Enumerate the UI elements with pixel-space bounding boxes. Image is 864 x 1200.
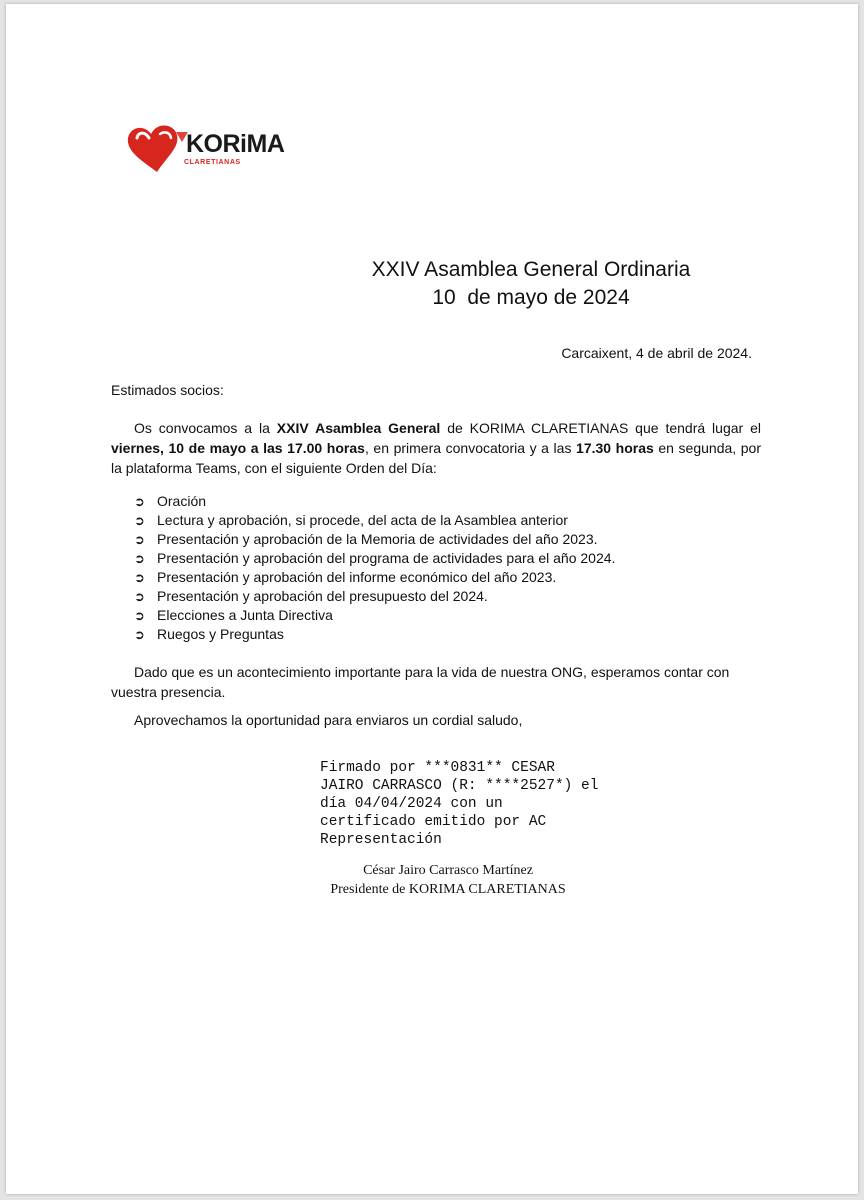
para1-text-2: de KORIMA CLARETIANAS que tendrá lugar el xyxy=(440,420,761,436)
arrow-bullet-icon: ➲ xyxy=(134,494,145,509)
para3-text: Aprovechamos la oportunidad para enviaros un cordial saludo, xyxy=(134,712,523,728)
agenda-item-text: Elecciones a Junta Directiva xyxy=(157,607,333,623)
arrow-bullet-icon: ➲ xyxy=(134,532,145,547)
para1-text-1: Os convocamos a la xyxy=(134,420,277,436)
para1-bold-second-call: 17.30 horas xyxy=(576,440,654,456)
agenda-item xyxy=(134,492,615,511)
agenda-item-text: Ruegos y Preguntas xyxy=(157,626,284,642)
closing-paragraph xyxy=(111,710,761,730)
agenda-item-text: Presentación y aprobación de la Memoria de actividades del año 2023. xyxy=(157,531,598,547)
title-line-1: XXIV Asamblea General Ordinaria xyxy=(371,258,691,281)
arrow-bullet-icon: ➲ xyxy=(134,608,145,623)
logo-subtitle-text: CLARETIANAS xyxy=(184,159,241,166)
arrow-bullet-icon: ➲ xyxy=(134,513,145,528)
digital-signature-stamp: Firmado por ***0831** CESAR JAIRO CARRASCO (R: ****2527*) el día 04/04/2024 con un certificado emitido por AC Representación xyxy=(320,760,599,848)
korima-logo xyxy=(124,122,285,182)
agenda-item xyxy=(134,549,615,568)
agenda-item-text: Presentación y aprobación del programa de actividades para el año 2024. xyxy=(157,550,616,566)
agenda-item-text: Presentación y aprobación del presupuesto del 2024. xyxy=(157,588,488,604)
signer-block xyxy=(298,861,598,899)
agenda-item-text: Lectura y aprobación, si procede, del acta de la Asamblea anterior xyxy=(157,512,568,528)
arrow-bullet-icon: ➲ xyxy=(134,551,145,566)
para1-text-3: , en primera convocatoria y a las xyxy=(364,440,577,456)
agenda-item xyxy=(134,530,615,549)
agenda-item xyxy=(134,587,615,606)
signer-role: Presidente de KORIMA CLARETIANAS xyxy=(330,882,566,897)
para1-bold-date: viernes, 10 de mayo a las 17.00 horas xyxy=(111,440,365,456)
document-title xyxy=(336,256,726,312)
title-line-2: 10 de mayo de 2024 xyxy=(432,286,630,309)
agenda-list xyxy=(134,492,615,644)
arrow-bullet-icon: ➲ xyxy=(134,570,145,585)
place-date: Carcaixent, 4 de abril de 2024. xyxy=(561,345,752,361)
logo-brand-text: KORiMA xyxy=(186,130,285,158)
document-page xyxy=(6,4,858,1194)
agenda-item-text: Presentación y aprobación del informe económico del año 2023. xyxy=(157,569,557,585)
arrow-bullet-icon: ➲ xyxy=(134,589,145,604)
agenda-item-text: Oración xyxy=(157,493,207,509)
para1-text-4: en segunda, por la plataforma Teams, con el siguiente Orden del Día: xyxy=(111,440,761,476)
greeting: Estimados socios: xyxy=(111,382,224,398)
agenda-item xyxy=(134,606,615,625)
heart-logo-icon xyxy=(124,122,194,178)
agenda-item xyxy=(134,568,615,587)
convocation-paragraph xyxy=(111,418,761,478)
signer-name: César Jairo Carrasco Martínez xyxy=(363,863,533,878)
presence-paragraph xyxy=(111,662,761,702)
para1-bold-assembly: XXIV Asamblea General xyxy=(276,420,441,436)
para2-text: Dado que es un acontecimiento importante para la vida de nuestra ONG, esperamos contar con vuestra presencia. xyxy=(111,664,730,700)
agenda-item xyxy=(134,511,615,530)
agenda-item xyxy=(134,625,615,644)
arrow-bullet-icon: ➲ xyxy=(134,627,145,642)
